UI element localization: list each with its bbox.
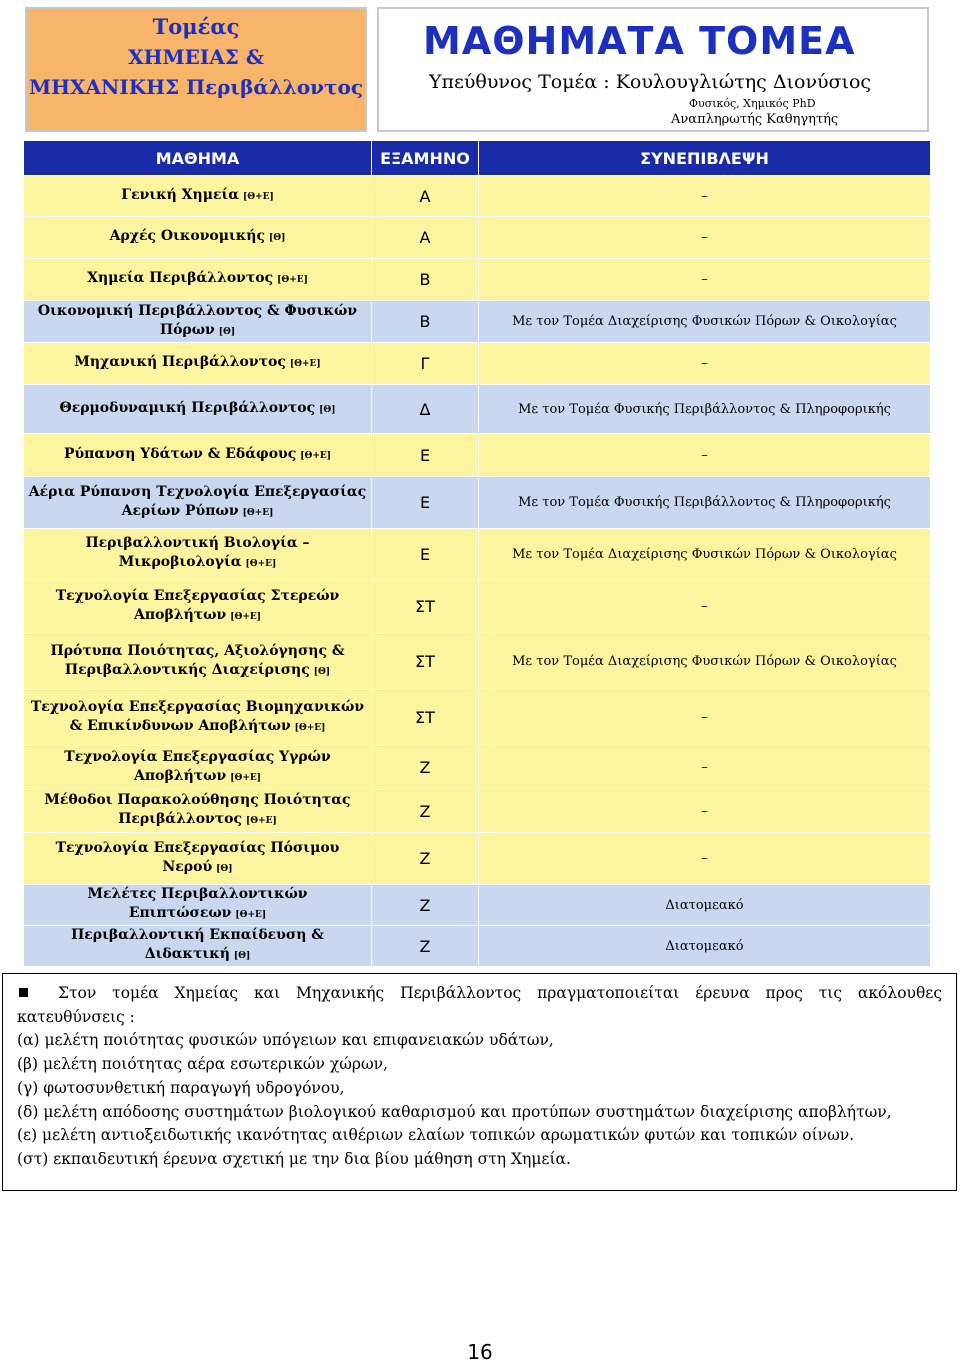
research-item: (β) μελέτη ποιότητας αέρα εσωτερικών χώρων,: [17, 1055, 389, 1074]
semester-cell: Ζ: [372, 833, 479, 885]
table-row: [24, 885, 931, 926]
course-name: Χημεία Περιβάλλοντος: [87, 270, 274, 286]
header-cosupervision: ΣΥΝΕΠΙΒΛΕΨΗ: [479, 141, 931, 176]
research-intro: [17, 982, 942, 1029]
table-row: [24, 529, 931, 580]
cosupervision-cell: Με τον Τομέα Διαχείρισης Φυσικών Πόρων & Οικολογίας: [479, 529, 931, 580]
cosupervision-cell: –: [479, 746, 931, 790]
course-type-tag: [Θ]: [218, 326, 236, 337]
responsible-person: Υπεύθυνος Τομέα : Κουλουγλιώτης Διονύσιος: [429, 71, 872, 93]
course-name: Περιβαλλοντική Εκπαίδευση & Διδακτική: [71, 927, 324, 962]
responsible-role-2: Αναπληρωτής Καθηγητής: [671, 112, 839, 127]
course-type-tag: [Θ+Ε]: [300, 450, 332, 461]
course-type-tag: [Θ+Ε]: [294, 722, 326, 733]
table-row: [24, 176, 931, 217]
course-name: Αρχές Οικονομικής: [109, 228, 265, 244]
course-name: Τεχνολογία Επεξεργασίας Πόσιμου Νερού: [55, 839, 340, 875]
semester-cell: Γ: [372, 343, 479, 385]
table-row: [24, 580, 931, 634]
table-row: [24, 690, 931, 746]
course-cell: [24, 746, 372, 790]
course-name: Αέρια Ρύπανση Τεχνολογία Επεξεργασίας Αερίων Ρύπων: [28, 483, 367, 519]
cosupervision-cell: –: [479, 217, 931, 259]
course-type-tag: [Θ+Ε]: [230, 772, 261, 783]
semester-cell: Ζ: [372, 926, 479, 967]
bullet-square-icon: [19, 988, 28, 997]
course-cell: [24, 529, 372, 580]
table-row: [24, 434, 931, 477]
course-cell: [24, 926, 372, 967]
cosupervision-cell: –: [479, 690, 931, 746]
page-title: ΜΑΘΗΜΑΤΑ ΤΟΜΕΑ: [423, 19, 856, 63]
course-name: Γενική Χημεία: [121, 186, 240, 203]
table-row: [24, 746, 931, 790]
header-course: ΜΑΘΗΜΑ: [24, 141, 372, 176]
semester-cell: Ζ: [372, 885, 479, 926]
research-item: (ε) μελέτη αντιοξειδωτικής ικανότητας αιθέριων ελαίων τοπικών αρωματικών φυτών και τοπικών οίνων.: [17, 1126, 855, 1145]
course-name: Μέθοδοι Παρακολούθησης Ποιότητας Περιβάλλοντος: [44, 792, 351, 827]
semester-cell: Α: [372, 217, 479, 259]
course-type-tag: [Θ+Ε]: [277, 275, 308, 285]
cosupervision-cell: –: [479, 580, 931, 634]
course-type-tag: [Θ]: [313, 666, 331, 677]
course-cell: [24, 477, 372, 529]
semester-cell: ΣΤ: [372, 580, 479, 634]
course-cell: [24, 833, 372, 885]
header-semester: ΕΞΑΜΗΝΟ: [372, 141, 479, 176]
table-row: [24, 477, 931, 529]
course-cell: [24, 634, 372, 690]
research-item: (δ) μελέτη απόδοσης συστημάτων βιολογικού καθαρισμού και προτύπων συστημάτων διαχείρισης αποβλήτων,: [17, 1102, 892, 1121]
course-cell: [24, 885, 372, 926]
cosupervision-cell: Διατομεακό: [479, 885, 931, 926]
course-type-tag: [Θ]: [269, 233, 286, 243]
semester-cell: Δ: [372, 385, 479, 434]
course-cell: [24, 301, 372, 343]
semester-cell: Β: [372, 259, 479, 301]
course-type-tag: [Θ+Ε]: [235, 910, 267, 920]
page-number: 16: [467, 1340, 493, 1364]
semester-cell: Ε: [372, 529, 479, 580]
table-row: [24, 259, 931, 301]
course-type-tag: [Θ]: [216, 863, 233, 874]
course-cell: [24, 434, 372, 477]
semester-cell: Ε: [372, 434, 479, 477]
course-type-tag: [Θ+Ε]: [242, 507, 274, 518]
cosupervision-cell: Με τον Τομέα Διαχείρισης Φυσικών Πόρων & Οικολογίας: [479, 301, 931, 343]
courses-table: [23, 140, 931, 967]
sector-line-2: ΧΗΜΕΙΑΣ &: [128, 45, 264, 69]
cosupervision-cell: Με τον Τομέα Φυσικής Περιβάλλοντος & Πληροφορικής: [479, 477, 931, 529]
course-name: Μηχανική Περιβάλλοντος: [74, 354, 286, 370]
table-row: [24, 385, 931, 434]
course-name: Τεχνολογία Επεξεργασίας Βιομηχανικών & Επικίνδυνων Αποβλήτων: [30, 698, 365, 734]
research-item: (α) μελέτη ποιότητας φυσικών υπόγειων και επιφανειακών υδάτων,: [17, 1031, 554, 1050]
table-row: [24, 926, 931, 967]
table-row: [24, 790, 931, 833]
table-row: [24, 301, 931, 343]
semester-cell: Β: [372, 301, 479, 343]
course-cell: [24, 217, 372, 259]
cosupervision-cell: –: [479, 790, 931, 833]
semester-cell: ΣΤ: [372, 690, 479, 746]
course-name: Ρύπανση Υδάτων & Εδάφους: [63, 445, 297, 462]
course-type-tag: [Θ+Ε]: [245, 559, 277, 569]
semester-cell: ΣΤ: [372, 634, 479, 690]
semester-cell: Ζ: [372, 790, 479, 833]
course-name: Οικονομική Περιβάλλοντος & Φυσικών Πόρων: [37, 302, 358, 338]
research-item: (γ) φωτοσυνθετική παραγωγή υδρογόνου,: [17, 1078, 345, 1097]
sector-line-1: Τομέας: [152, 14, 240, 39]
research-box: [2, 973, 957, 1191]
semester-cell: Ε: [372, 477, 479, 529]
semester-cell: Α: [372, 176, 479, 217]
title-box: [377, 7, 929, 132]
sector-label-box: [25, 7, 367, 132]
course-type-tag: [Θ+Ε]: [246, 816, 277, 826]
responsible-role-1: Φυσικός, Χημικός PhD: [689, 97, 816, 110]
research-item: (στ) εκπαιδευτική έρευνα σχετική με την δια βίου μάθηση στη Χημεία.: [17, 1149, 571, 1168]
course-name: Μελέτες Περιβαλλοντικών Επιπτώσεων: [87, 886, 308, 921]
course-name: Πρότυπα Ποιότητας, Αξιολόγησης & Περιβαλλοντικής Διαχείρισης: [50, 642, 345, 678]
course-type-tag: [Θ]: [319, 404, 336, 415]
course-cell: [24, 790, 372, 833]
course-cell: [24, 385, 372, 434]
cosupervision-cell: –: [479, 833, 931, 885]
cosupervision-cell: Διατομεακό: [479, 926, 931, 967]
semester-cell: Ζ: [372, 746, 479, 790]
course-type-tag: [Θ]: [233, 951, 251, 961]
table-row: [24, 217, 931, 259]
cosupervision-cell: Με τον Τομέα Διαχείρισης Φυσικών Πόρων & Οικολογίας: [479, 634, 931, 690]
course-type-tag: [Θ+Ε]: [243, 191, 274, 202]
course-cell: [24, 176, 372, 217]
course-type-tag: [Θ+Ε]: [230, 611, 261, 622]
course-cell: [24, 690, 372, 746]
course-name: Περιβαλλοντική Βιολογία – Μικροβιολογία: [85, 535, 310, 570]
table-header-row: [24, 141, 931, 176]
course-name: Θερμοδυναμική Περιβάλλοντος: [59, 399, 316, 416]
course-cell: [24, 580, 372, 634]
cosupervision-cell: –: [479, 343, 931, 385]
cosupervision-cell: –: [479, 259, 931, 301]
table-row: [24, 343, 931, 385]
course-name: Τεχνολογία Επεξεργασίας Στερεών Αποβλήτων: [55, 587, 340, 623]
course-type-tag: [Θ+Ε]: [289, 359, 321, 369]
research-intro-text: Στον τομέα Χημείας και Μηχανικής Περιβάλλοντος πραγματοποιείται έρευνα προς τις ακόλουθες κατευθύνσεις :: [17, 984, 942, 1026]
table-row: [24, 833, 931, 885]
course-cell: [24, 259, 372, 301]
course-cell: [24, 343, 372, 385]
course-name: Τεχνολογία Επεξεργασίας Υγρών Αποβλήτων: [64, 748, 331, 784]
sector-line-3: ΜΗΧΑΝΙΚΗΣ Περιβάλλοντος: [28, 75, 364, 99]
cosupervision-cell: Με τον Τομέα Φυσικής Περιβάλλοντος & Πληροφορικής: [479, 385, 931, 434]
table-row: [24, 634, 931, 690]
cosupervision-cell: –: [479, 434, 931, 477]
cosupervision-cell: –: [479, 176, 931, 217]
